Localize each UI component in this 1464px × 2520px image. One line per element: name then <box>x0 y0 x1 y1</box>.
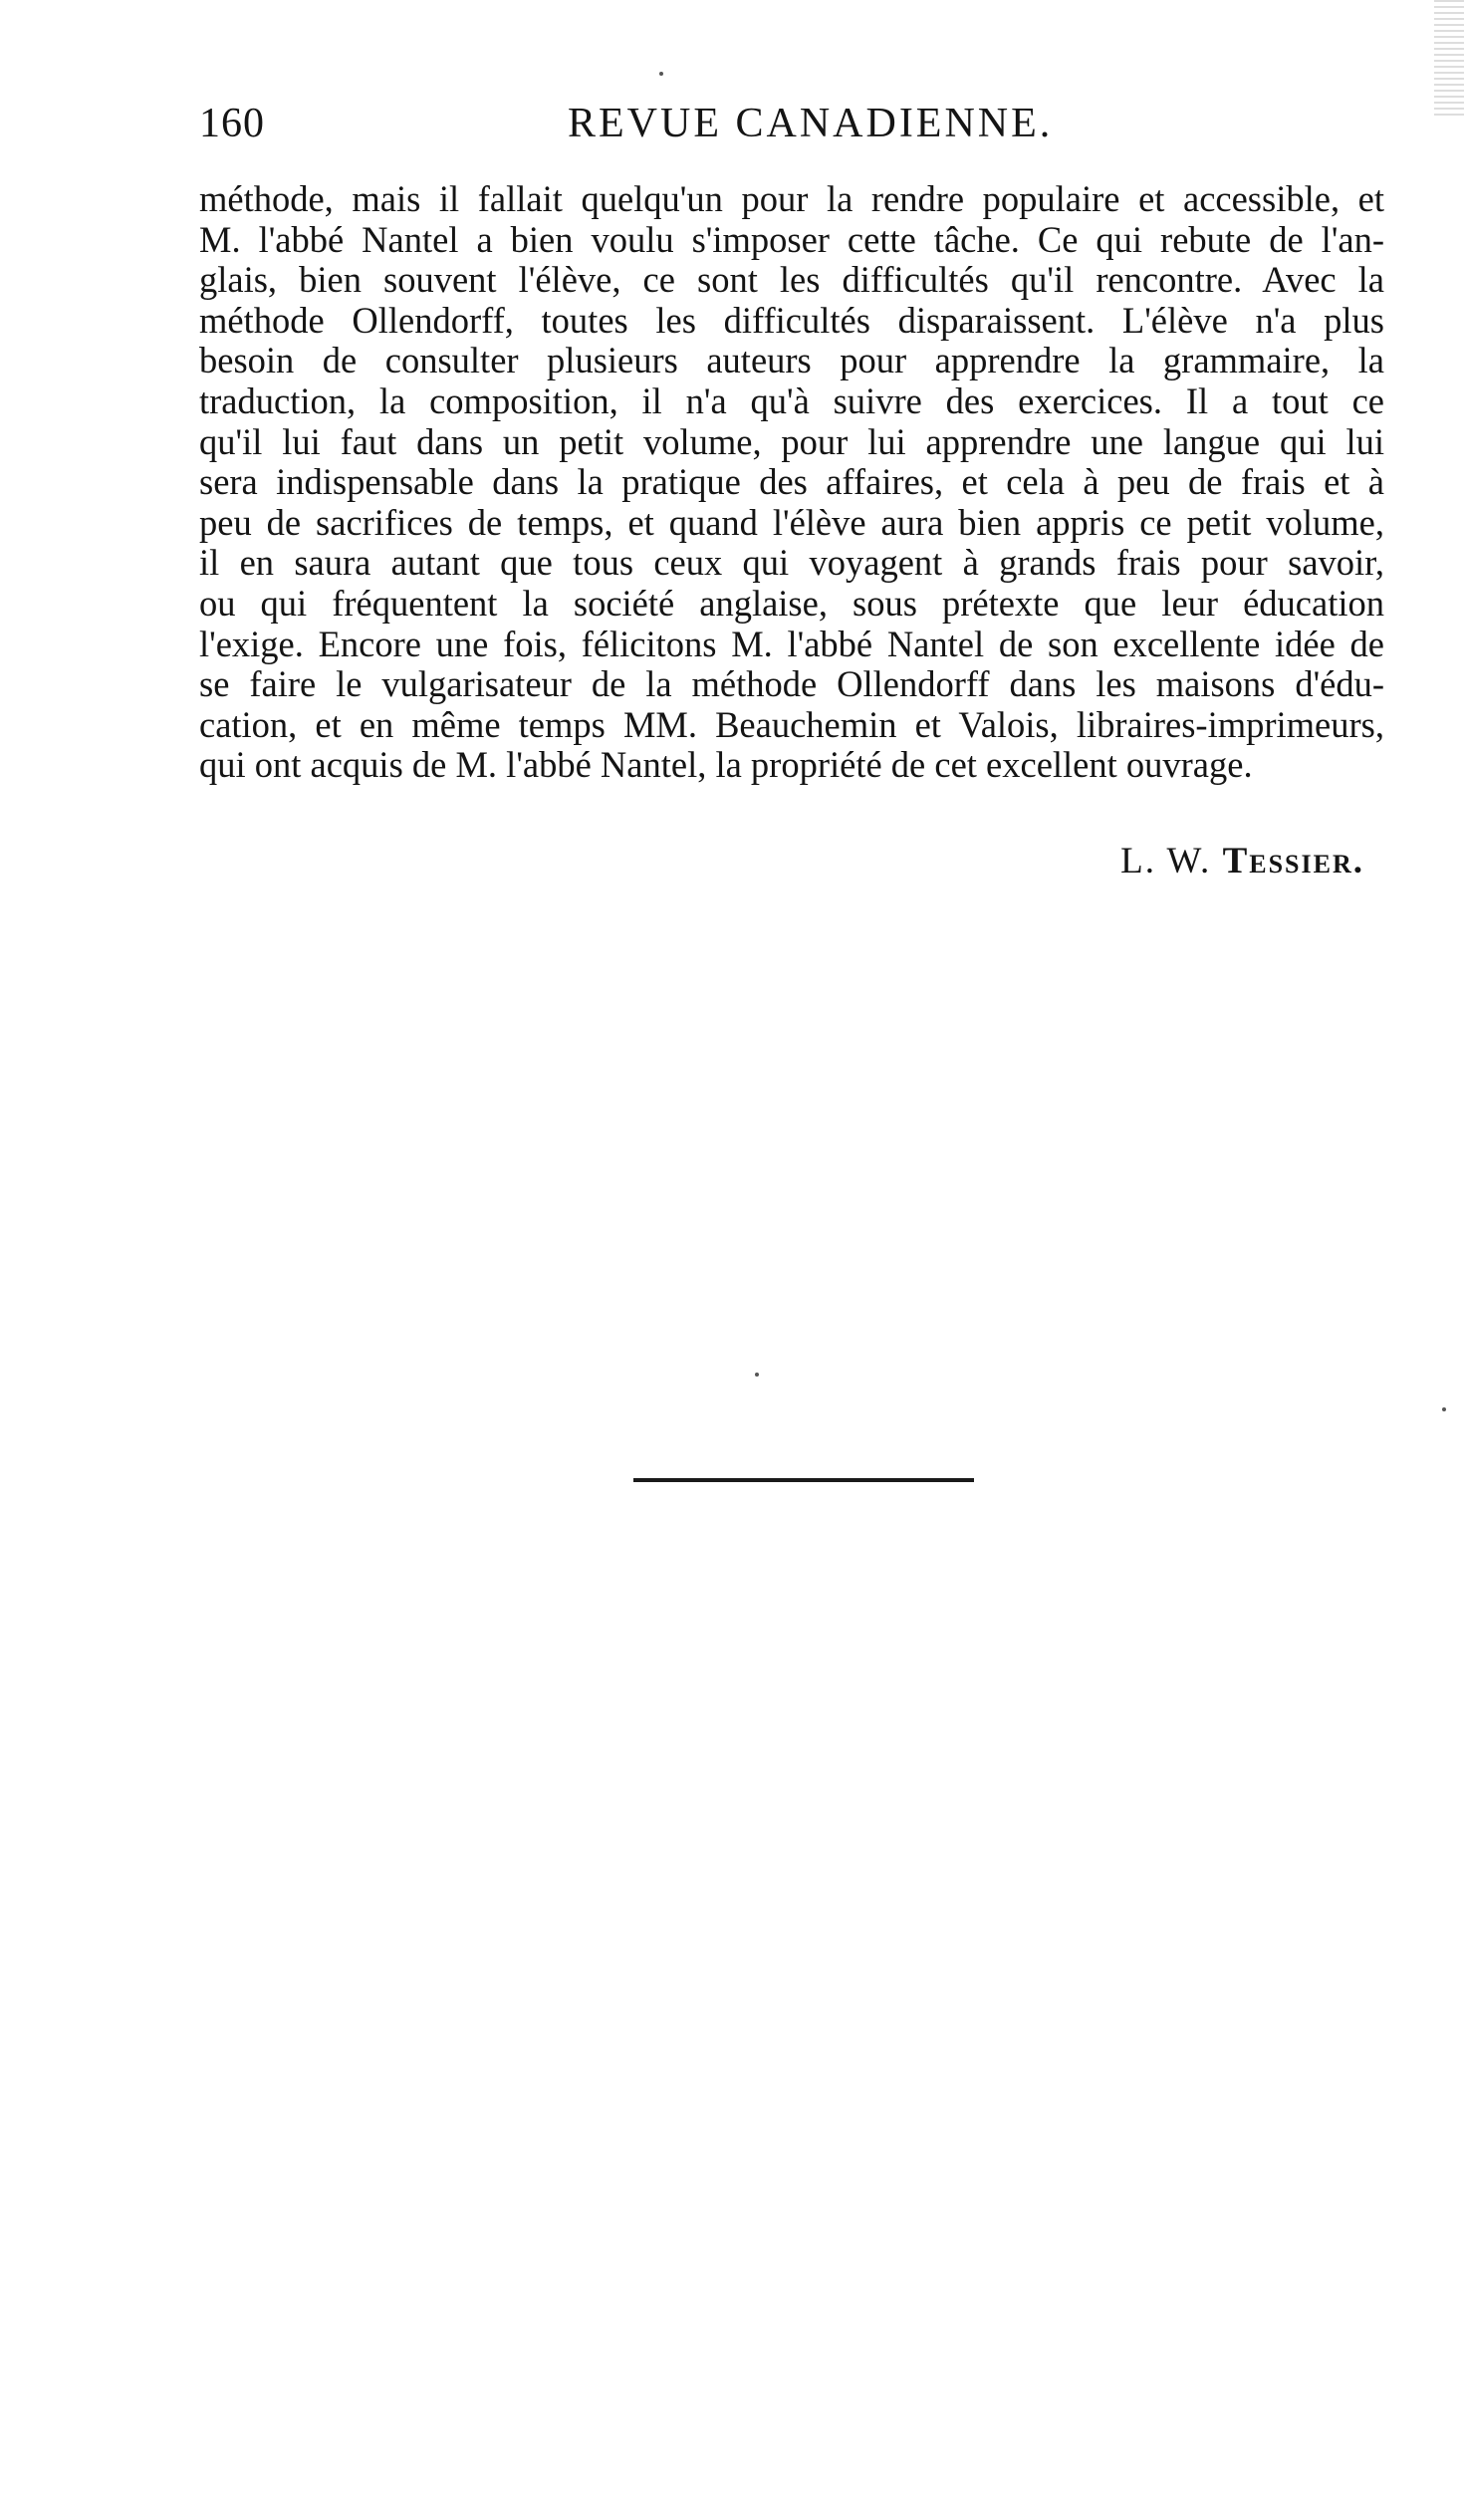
text-line: il en saura autant que tous ceux qui voyagent à grands frais pour savoir, <box>199 543 1384 584</box>
page-number: 160 <box>199 101 265 146</box>
scan-edge-noise <box>1434 0 1464 120</box>
text-line: traduction, la composition, il n'a qu'à suivre des exercices. Il a tout ce <box>199 380 1384 421</box>
author-signature <box>1120 840 1364 882</box>
body-paragraph <box>199 179 1384 786</box>
running-title: REVUE CANADIENNE. <box>568 101 1054 146</box>
text-line: qu'il lui faut dans un petit volume, pour lui apprendre une langue qui lui <box>199 421 1384 462</box>
text-line: peu de sacrifices de temps, et quand l'élève aura bien appris ce petit volume, <box>199 502 1384 543</box>
text-line: ou qui fréquentent la société anglaise, sous prétexte que leur éducation <box>199 583 1384 624</box>
print-speck <box>755 1373 759 1377</box>
text-line: sera indispensable dans la pratique des affaires, et cela à peu de frais et à <box>199 462 1384 503</box>
print-speck <box>659 72 663 76</box>
text-line: méthode Ollendorff, toutes les difficultés disparaissent. L'élève n'a plus <box>199 300 1384 341</box>
text-line: glais, bien souvent l'élève, ce sont les difficultés qu'il rencontre. Avec la <box>199 260 1384 301</box>
section-divider-rule <box>633 1478 974 1482</box>
text-line: qui ont acquis de M. l'abbé Nantel, la propriété de cet excellent ouvrage. <box>199 745 1253 786</box>
text-line: M. l'abbé Nantel a bien voulu s'imposer cette tâche. Ce qui rebute de l'an- <box>199 219 1384 260</box>
text-line: cation, et en même temps MM. Beauchemin et Valois, libraires-imprimeurs, <box>199 704 1384 745</box>
text-line: l'exige. Encore une fois, félicitons M. l'abbé Nantel de son excellente idée de <box>199 624 1384 664</box>
text-line: se faire le vulgarisateur de la méthode Ollendorff dans les maisons d'édu- <box>199 664 1384 705</box>
signature-surname: Tessier. <box>1222 841 1364 882</box>
text-line: besoin de consulter plusieurs auteurs pour apprendre la grammaire, la <box>199 341 1384 381</box>
signature-initials: L. W. <box>1120 841 1212 882</box>
print-speck <box>1442 1407 1446 1411</box>
text-line: méthode, mais il fallait quelqu'un pour la rendre populaire et accessible, et <box>199 179 1384 219</box>
